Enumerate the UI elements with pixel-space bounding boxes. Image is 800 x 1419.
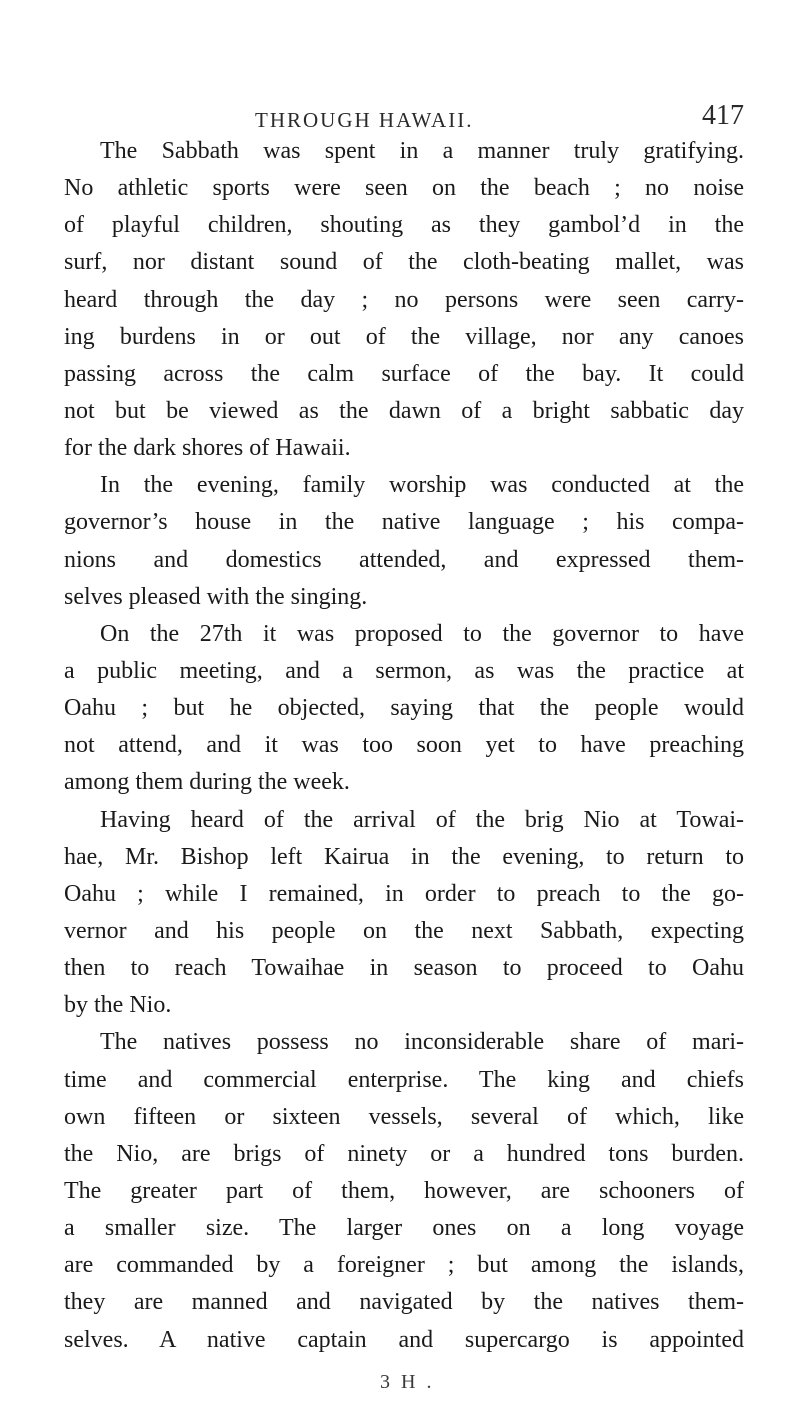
text-line: The natives possess no inconsiderable share of mari- [100,1029,744,1056]
text-line: hae, Mr. Bishop left Kairua in the evening, to return to [64,843,744,870]
text-line: are commanded by a foreigner ; but among the islands, [64,1252,744,1279]
text-line: own fifteen or sixteen vessels, several of which, like [64,1103,744,1130]
text-line: passing across the calm surface of the bay. It could [64,360,744,387]
text-line: heard through the day ; no persons were seen carry- [64,286,744,313]
text-line: for the dark shores of Hawaii. [64,435,351,462]
text-line: of playful children, shouting as they gambol’d in the [64,212,744,239]
text-line: Having heard of the arrival of the brig Nio at Towai- [100,806,744,833]
text-line: vernor and his people on the next Sabbath, expecting [64,917,744,944]
text-line: Oahu ; while I remained, in order to preach to the go- [64,880,744,907]
text-line: selves. A native captain and supercargo is appointed [64,1326,744,1353]
text-line: No athletic sports were seen on the beach ; no noise [64,175,744,202]
text-line: time and commercial enterprise. The king and chiefs [64,1066,744,1093]
text-line: they are manned and navigated by the natives them- [64,1289,744,1316]
text-line: among them during the week. [64,769,350,796]
text-line: governor’s house in the native language ; his compa- [64,509,744,536]
text-line: not attend, and it was too soon yet to have preaching [64,732,744,759]
text-line: the Nio, are brigs of ninety or a hundred tons burden. [64,1140,744,1167]
printer-signature-mark: 3 H . [380,1371,435,1393]
text-line: nions and domestics attended, and expressed them- [64,546,744,573]
text-line: then to reach Towaihae in season to proceed to Oahu [64,955,744,982]
text-line: The Sabbath was spent in a manner truly gratifying. [100,138,744,164]
body-text [64,133,744,1359]
text-line: not but be viewed as the dawn of a bright sabbatic day [64,397,744,424]
text-line: by the Nio. [64,992,172,1019]
text-line: The greater part of them, however, are schooners of [64,1177,744,1204]
text-line: a public meeting, and a sermon, as was the practice at [64,657,744,684]
text-line: selves pleased with the singing. [64,583,368,610]
page-number: 417 [702,100,744,131]
text-line: Oahu ; but he objected, saying that the people would [64,695,744,722]
text-line: On the 27th it was proposed to the governor to have [100,620,744,647]
text-line: a smaller size. The larger ones on a long voyage [64,1215,744,1242]
text-line: In the evening, family worship was conducted at the [100,472,744,499]
text-line: ing burdens in or out of the village, nor any canoes [64,323,744,350]
text-line: surf, nor distant sound of the cloth-beating mallet, was [64,249,744,276]
running-head: THROUGH HAWAII. [255,108,474,132]
